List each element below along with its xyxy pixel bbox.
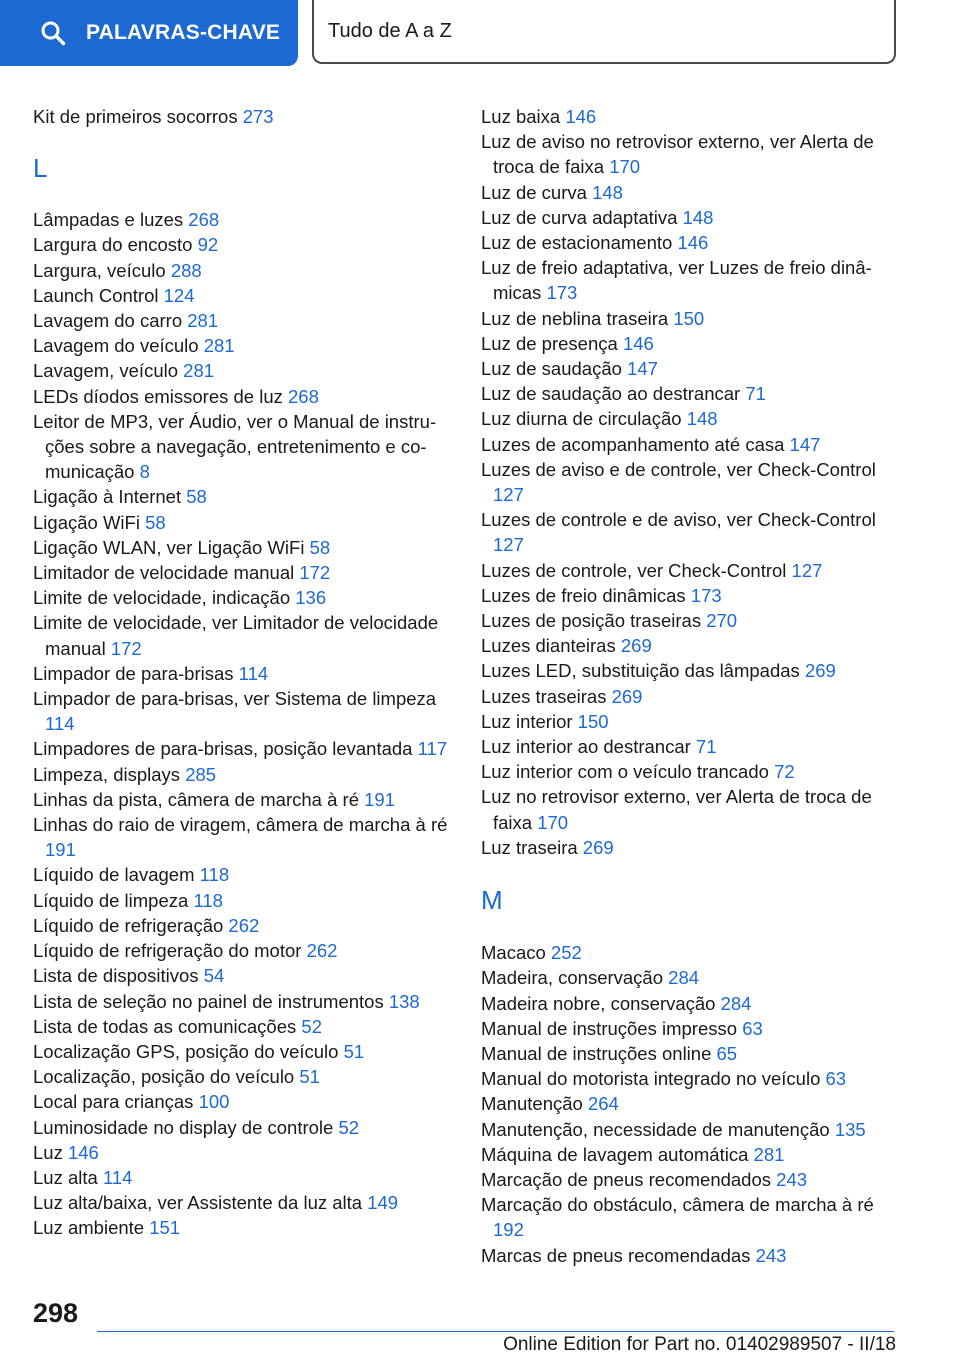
page-reference-link[interactable]: 72 [774,761,795,783]
page-reference-link[interactable]: 118 [199,864,230,886]
index-entry [33,913,453,938]
index-entry-text: Limite de velocidade, ver Limitador de velocidade manual [33,612,439,659]
index-entry [481,1243,901,1268]
index-entry [33,610,453,660]
index-entry [33,1039,453,1064]
page-reference-link[interactable]: 58 [186,486,207,508]
index-entry [33,207,453,232]
index-entry-text: Launch Control [33,284,159,306]
index-entry [33,104,453,129]
page-reference-link[interactable]: 51 [299,1066,320,1088]
index-entry-text: Luz de presença [481,332,618,354]
page-reference-link[interactable]: 124 [163,284,195,306]
index-entry [481,784,901,834]
page-reference-link[interactable]: 146 [677,232,709,254]
index-entry [33,283,453,308]
page-reference-link[interactable]: 284 [668,967,700,989]
index-entry-text: Luzes de controle, ver Check-Control [481,559,787,581]
index-entry-text: Linhas da pista, câmera de marcha à ré [33,788,359,810]
index-entry [481,1192,901,1242]
page-reference-link[interactable]: 114 [45,713,75,735]
page-reference-link[interactable]: 170 [609,156,641,178]
index-entry-text: Luz interior ao destrancar [481,736,691,758]
index-column-left [33,104,453,1241]
index-entry-text: Localização, posição do veículo [33,1066,295,1088]
index-entry-text: Luzes de posição traseiras [481,610,702,632]
page-reference-link[interactable]: 243 [776,1168,808,1190]
page-reference-link[interactable]: 270 [706,610,738,632]
index-entry-text: Lâmpadas e luzes [33,209,184,231]
search-icon [40,20,66,46]
index-entry-text: Localização GPS, posição do veículo [33,1040,339,1062]
page-reference-link[interactable]: 138 [388,990,420,1012]
index-entry [33,1089,453,1114]
index-entry-text: Luzes de aviso e de controle, ver Check-Control [481,458,876,480]
index-entry-text: Lista de todas as comunicações [33,1015,297,1037]
index-entry [33,484,453,509]
page-reference-link[interactable]: 118 [193,889,223,911]
index-entry-text: Luz alta [33,1166,98,1188]
index-entry [481,1167,901,1192]
index-entry [481,457,901,507]
index-entry [481,1016,901,1041]
index-entry-text: Leitor de MP3, ver Áudio, ver o Manual de instruções sobre a navegação, entretenimento e comunicação [33,410,437,483]
index-entry-text: Limpeza, displays [33,763,181,785]
index-entry-text: Manutenção, necessidade de manutenção [481,1118,830,1140]
index-entry [481,991,901,1016]
index-entry [33,1064,453,1089]
index-entry [33,358,453,383]
page-reference-link[interactable]: 52 [301,1015,322,1037]
page-reference-link[interactable]: 268 [188,209,220,231]
index-entry [33,308,453,333]
page-reference-link[interactable]: 262 [228,914,260,936]
index-entry [33,1140,453,1165]
index-entry-text: Lista de seleção no painel de instrumentos [33,990,384,1012]
index-entry [481,583,901,608]
index-entry-text: Limite de velocidade, indicação [33,587,291,609]
index-entry-text: Luz de aviso no retrovisor externo, ver Alerta de troca de faixa [481,131,874,178]
index-entry-text: Marcas de pneus recomendadas [481,1244,751,1266]
header [0,0,960,66]
index-entry-text: Madeira nobre, conservação [481,992,716,1014]
page-reference-link[interactable]: 281 [187,310,219,332]
index-entry [33,585,453,610]
section-letter: M [481,885,503,916]
index-entry [33,862,453,887]
index-entry-text: Luz traseira [481,836,578,858]
index-entry-text: Luz diurna de circulação [481,408,682,430]
index-entry-text: Ligação à Internet [33,486,182,508]
index-entry-text: Luz ambiente [33,1217,145,1239]
index-entry [481,759,901,784]
index-column-right [481,104,901,1268]
page-reference-link[interactable]: 52 [338,1116,360,1138]
index-entry-text: Luz interior com o veículo trancado [481,761,769,783]
page-reference-link[interactable]: 252 [550,942,582,964]
footer-divider [97,1331,894,1332]
page-reference-link[interactable]: 284 [720,992,752,1014]
page-reference-link[interactable]: 127 [493,484,524,506]
index-entry-text: Luz de neblina traseira [481,307,669,329]
keywords-label: PALAVRAS-CHAVE [86,21,281,44]
index-entry-text: Madeira, conservação [481,967,664,989]
page-reference-link[interactable]: 114 [238,662,269,684]
index-entry-text: Luz baixa [481,106,561,127]
index-entry-text: Largura do encosto [33,234,193,256]
index-entry-text: Manual de instruções impresso [481,1017,738,1039]
tab-a-to-z[interactable] [312,0,896,64]
index-entry-text: Kit de primeiros socorros [33,106,238,127]
page-reference-link[interactable]: 192 [493,1219,524,1241]
index-entry [33,661,453,686]
index-entry [481,1117,901,1142]
page-reference-link[interactable]: 269 [611,685,643,707]
page-reference-link[interactable]: 148 [592,181,623,203]
page-reference-link[interactable]: 150 [577,710,609,732]
index-entry [481,658,901,683]
index-entry-text: Largura, veículo [33,259,166,281]
index-entry-text: Manual de instruções online [481,1042,712,1064]
index-entry-text: Líquido de refrigeração do motor [33,940,302,962]
page-reference-link[interactable]: 71 [695,736,717,758]
page-reference-link[interactable]: 54 [203,965,225,987]
index-entry [481,331,901,356]
page-reference-link[interactable]: 51 [343,1040,365,1062]
page-reference-link[interactable]: 71 [745,383,766,405]
index-entry-text: Marcação de pneus recomendados [481,1168,772,1190]
page-reference-link[interactable]: 8 [139,461,150,483]
index-entry [33,938,453,963]
page-reference-link[interactable]: 147 [627,358,658,380]
index-entry [33,535,453,560]
index-entry-text: Limitador de velocidade manual [33,562,295,584]
index-entry [481,1142,901,1167]
page-reference-link[interactable]: 191 [45,839,76,861]
page-reference-link[interactable]: 191 [364,788,395,810]
index-entry [33,1115,453,1140]
index-entry-text: Lavagem do carro [33,310,183,332]
index-entry-text: Luzes dianteiras [481,635,616,657]
page-reference-link[interactable]: 114 [102,1166,133,1188]
index-entry-text: Limpadores de para-brisas, posição levantada [33,738,413,760]
index-entry [33,409,453,485]
index-entry [33,333,453,358]
index-entry [481,230,901,255]
page-reference-link[interactable]: 136 [295,587,327,609]
index-entry-text: Macaco [481,942,546,964]
index-entry-text: Luz [33,1141,63,1163]
page-reference-link[interactable]: 63 [825,1068,847,1090]
page-reference-link[interactable]: 147 [789,433,821,455]
page-reference-link[interactable]: 262 [306,940,338,962]
page-reference-link[interactable]: 288 [170,259,202,281]
footer-edition: Online Edition for Part no. 01402989507 - II/18 [503,1334,896,1355]
page-reference-link[interactable]: 148 [682,206,714,228]
index-entry [33,258,453,283]
section-letter: L [33,153,48,184]
page-reference-link[interactable]: 100 [198,1091,230,1113]
index-entry [481,1091,901,1116]
index-entry [481,180,901,205]
page-reference-link[interactable]: 63 [742,1017,763,1039]
index-entry [33,686,453,736]
index-entry [33,762,453,787]
index-entry-text: Lista de dispositivos [33,965,199,987]
index-entry [481,608,901,633]
page-reference-link[interactable]: 269 [582,836,614,858]
index-entry [33,384,453,409]
index-entry [33,963,453,988]
index-entry [481,709,901,734]
index-entry-text: Luz de curva adaptativa [481,206,678,228]
page-reference-link[interactable]: 127 [791,559,823,581]
index-entry [33,888,453,913]
index-entry-text: Linhas do raio de viragem, câmera de marcha à ré [33,814,448,836]
page-reference-link[interactable]: 243 [755,1244,787,1266]
page-reference-link[interactable]: 65 [716,1042,738,1064]
index-entry-text: Ligação WLAN, ver Ligação WiFi [33,536,305,558]
index-entry-text: Luz de saudação [481,358,622,380]
index-entry-text: Luz de saudação ao destrancar [481,383,741,405]
index-entry [33,812,453,862]
index-entry-text: Luz de freio adaptativa, ver Luzes de freio dinâmicas [481,257,872,304]
index-entry-text: Líquido de lavagem [33,864,195,886]
page-reference-link[interactable]: 269 [804,660,836,682]
page-reference-link[interactable]: 172 [110,637,142,659]
index-entry-text: Luzes LED, substituição das lâmpadas [481,660,800,682]
index-entry [481,129,901,179]
index-entry [33,232,453,257]
index-entry [481,633,901,658]
index-entry-text: Luzes traseiras [481,685,607,707]
page-reference-link[interactable]: 173 [690,584,722,606]
index-entry [481,104,901,129]
page-reference-link[interactable]: 117 [417,738,448,760]
index-entry-text: Local para crianças [33,1091,194,1113]
page-reference-link[interactable]: 281 [203,335,235,357]
page-reference-link[interactable]: 285 [185,763,217,785]
index-entry-text: Limpador de para-brisas, ver Sistema de limpeza [33,688,437,710]
index-entry-text: Luz interior [481,710,573,732]
page-reference-link[interactable]: 269 [620,635,652,657]
index-entry [481,734,901,759]
index-entry-text: Luz de curva [481,181,587,203]
page-reference-link[interactable]: 146 [622,332,654,354]
index-entry-text: Luminosidade no display de controle [33,1116,334,1138]
page-reference-link[interactable]: 146 [67,1141,99,1163]
index-entry [33,989,453,1014]
index-entry [481,406,901,431]
index-entry [481,306,901,331]
page-reference-link[interactable]: 281 [753,1143,785,1165]
index-entry-text: Líquido de limpeza [33,889,189,911]
index-entry [481,356,901,381]
index-entry [481,205,901,230]
page-reference-link[interactable]: 135 [834,1118,866,1140]
index-entry-text: Líquido de refrigeração [33,914,224,936]
index-entry [33,1165,453,1190]
index-entry [481,965,901,990]
index-entry [481,507,901,557]
page-number: 298 [33,1298,79,1328]
index-entry [33,510,453,535]
index-entry-text: Luzes de controle e de aviso, ver Check-Control [481,509,876,531]
index-entry-text: Máquina de lavagem automática [481,1143,749,1165]
index-entry-text: LEDs díodos emissores de luz [33,385,283,407]
keywords-button[interactable] [0,0,298,66]
index-entry [33,1190,453,1215]
index-entry [481,1041,901,1066]
index-entry-text: Ligação WiFi [33,511,140,533]
page-reference-link[interactable]: 127 [493,534,524,556]
index-entry-text: Lavagem, veículo [33,360,179,382]
page-reference-link[interactable]: 173 [546,282,578,304]
page-reference-link[interactable]: 268 [288,385,319,407]
page-reference-link[interactable]: 146 [565,106,597,127]
index-entry-text: Luz alta/baixa, ver Assistente da luz alta [33,1192,363,1214]
index-entry [481,381,901,406]
index-entry-text: Luzes de acompanhamento até casa [481,433,785,455]
index-entry [481,835,901,860]
index-entry-text: Luz de estacionamento [481,232,673,254]
page-reference-link[interactable]: 151 [149,1217,181,1239]
index-entry [33,560,453,585]
index-entry [481,1066,901,1091]
index-entry-text: Luz no retrovisor externo, ver Alerta de troca de faixa [481,786,872,833]
page-reference-link[interactable]: 281 [183,360,215,382]
page-reference-link[interactable]: 273 [242,106,274,127]
index-entry-text: Marcação do obstáculo, câmera de marcha à ré [481,1194,874,1216]
page-reference-link[interactable]: 172 [299,562,331,584]
page-reference-link[interactable]: 149 [367,1192,399,1214]
page-reference-link[interactable]: 58 [309,536,331,558]
page-reference-link[interactable]: 150 [673,307,705,329]
index-entry-text: Lavagem do veículo [33,335,199,357]
index-entry [33,1014,453,1039]
index-entry [481,684,901,709]
index-entry-text: Limpador de para-brisas [33,662,234,684]
index-entry [33,1215,453,1240]
index-entry [481,255,901,305]
page-reference-link[interactable]: 264 [587,1093,619,1115]
index-entry [481,940,901,965]
index-entry-text: Manual do motorista integrado no veículo [481,1068,821,1090]
index-entry [481,432,901,457]
index-entry [481,558,901,583]
page-reference-link[interactable]: 58 [145,511,166,533]
page-reference-link[interactable]: 148 [686,408,718,430]
page-reference-link[interactable]: 92 [197,234,219,256]
index-entry [33,736,453,761]
index-entry-text: Luzes de freio dinâmicas [481,584,686,606]
tab-a-to-z-label: Tudo de A a Z [328,19,452,42]
index-entry [33,787,453,812]
index-entry-text: Manutenção [481,1093,583,1115]
page-reference-link[interactable]: 170 [537,811,569,833]
